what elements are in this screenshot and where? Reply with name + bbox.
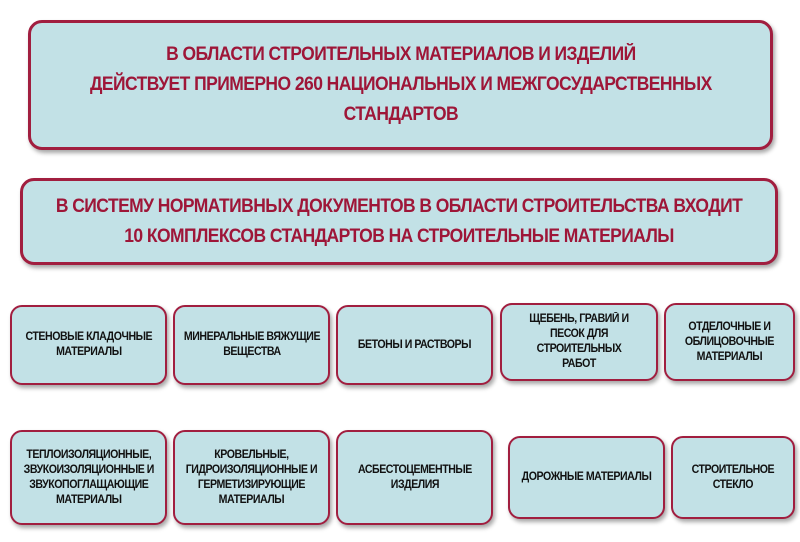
category-construction-glass — [671, 436, 795, 519]
standards-system-banner — [20, 178, 778, 265]
category-label: БЕТОНЫ И РАСТВОРЫ — [357, 338, 472, 351]
category-label: ЩЕБЕНЬ, ГРАВИЙ И ПЕСОК ДЛЯ СТРОИТЕЛЬНЫХ РАБОТ — [529, 313, 629, 370]
category-aggregates — [500, 303, 658, 381]
category-label: СТЕНОВЫЕ КЛАДОЧНЫЕ МАТЕРИАЛЫ — [25, 331, 152, 358]
category-insulation-materials — [10, 430, 167, 525]
category-wall-materials — [10, 305, 167, 385]
category-finishing-materials — [664, 303, 795, 381]
category-label: МИНЕРАЛЬНЫЕ ВЯЖУЩИЕ ВЕЩЕСТВА — [183, 331, 320, 358]
category-label: КРОВЕЛЬНЫЕ, ГИДРОИЗОЛЯЦИОННЫЕ И ГЕРМЕТИЗИРУЮЩИЕ МАТЕРИАЛЫ — [185, 448, 318, 506]
category-label: ОТДЕЛОЧНЫЕ И ОБЛИЦОВОЧНЫЕ МАТЕРИАЛЫ — [684, 320, 775, 363]
category-label: СТРОИТЕЛЬНОЕ СТЕКЛО — [691, 463, 775, 491]
standards-system-text: В СИСТЕМУ НОРМАТИВНЫХ ДОКУМЕНТОВ В ОБЛАСТИ СТРОИТЕЛЬСТВА ВХОДИТ 10 КОМПЛЕКСОВ СТАНДАРТОВ НА СТРОИТЕЛЬНЫЕ МАТЕРИАЛЫ — [55, 195, 743, 247]
category-roofing-materials — [173, 430, 330, 525]
category-asbestos-cement — [336, 430, 493, 525]
category-mineral-binders — [173, 305, 330, 385]
category-label: ДОРОЖНЫЕ МАТЕРИАЛЫ — [521, 471, 652, 483]
category-road-materials — [508, 436, 665, 519]
category-label: ТЕПЛОИЗОЛЯЦИОННЫЕ, ЗВУКОИЗОЛЯЦИОННЫЕ И ЗВУКОПОГЛАЩАЮЩИЕ МАТЕРИАЛЫ — [23, 448, 154, 506]
category-concrete-mortars — [336, 305, 493, 385]
standards-count-text: В ОБЛАСТИ СТРОИТЕЛЬНЫХ МАТЕРИАЛОВ И ИЗДЕЛИЙ ДЕЙСТВУЕТ ПРИМЕРНО 260 НАЦИОНАЛЬНЫХ И МЕЖГОСУДАРСТВЕННЫХ СТАНДАРТОВ — [89, 44, 712, 125]
standards-count-banner — [28, 20, 773, 150]
category-label: АСБЕСТОЦЕМЕНТНЫЕ ИЗДЕЛИЯ — [357, 463, 472, 491]
